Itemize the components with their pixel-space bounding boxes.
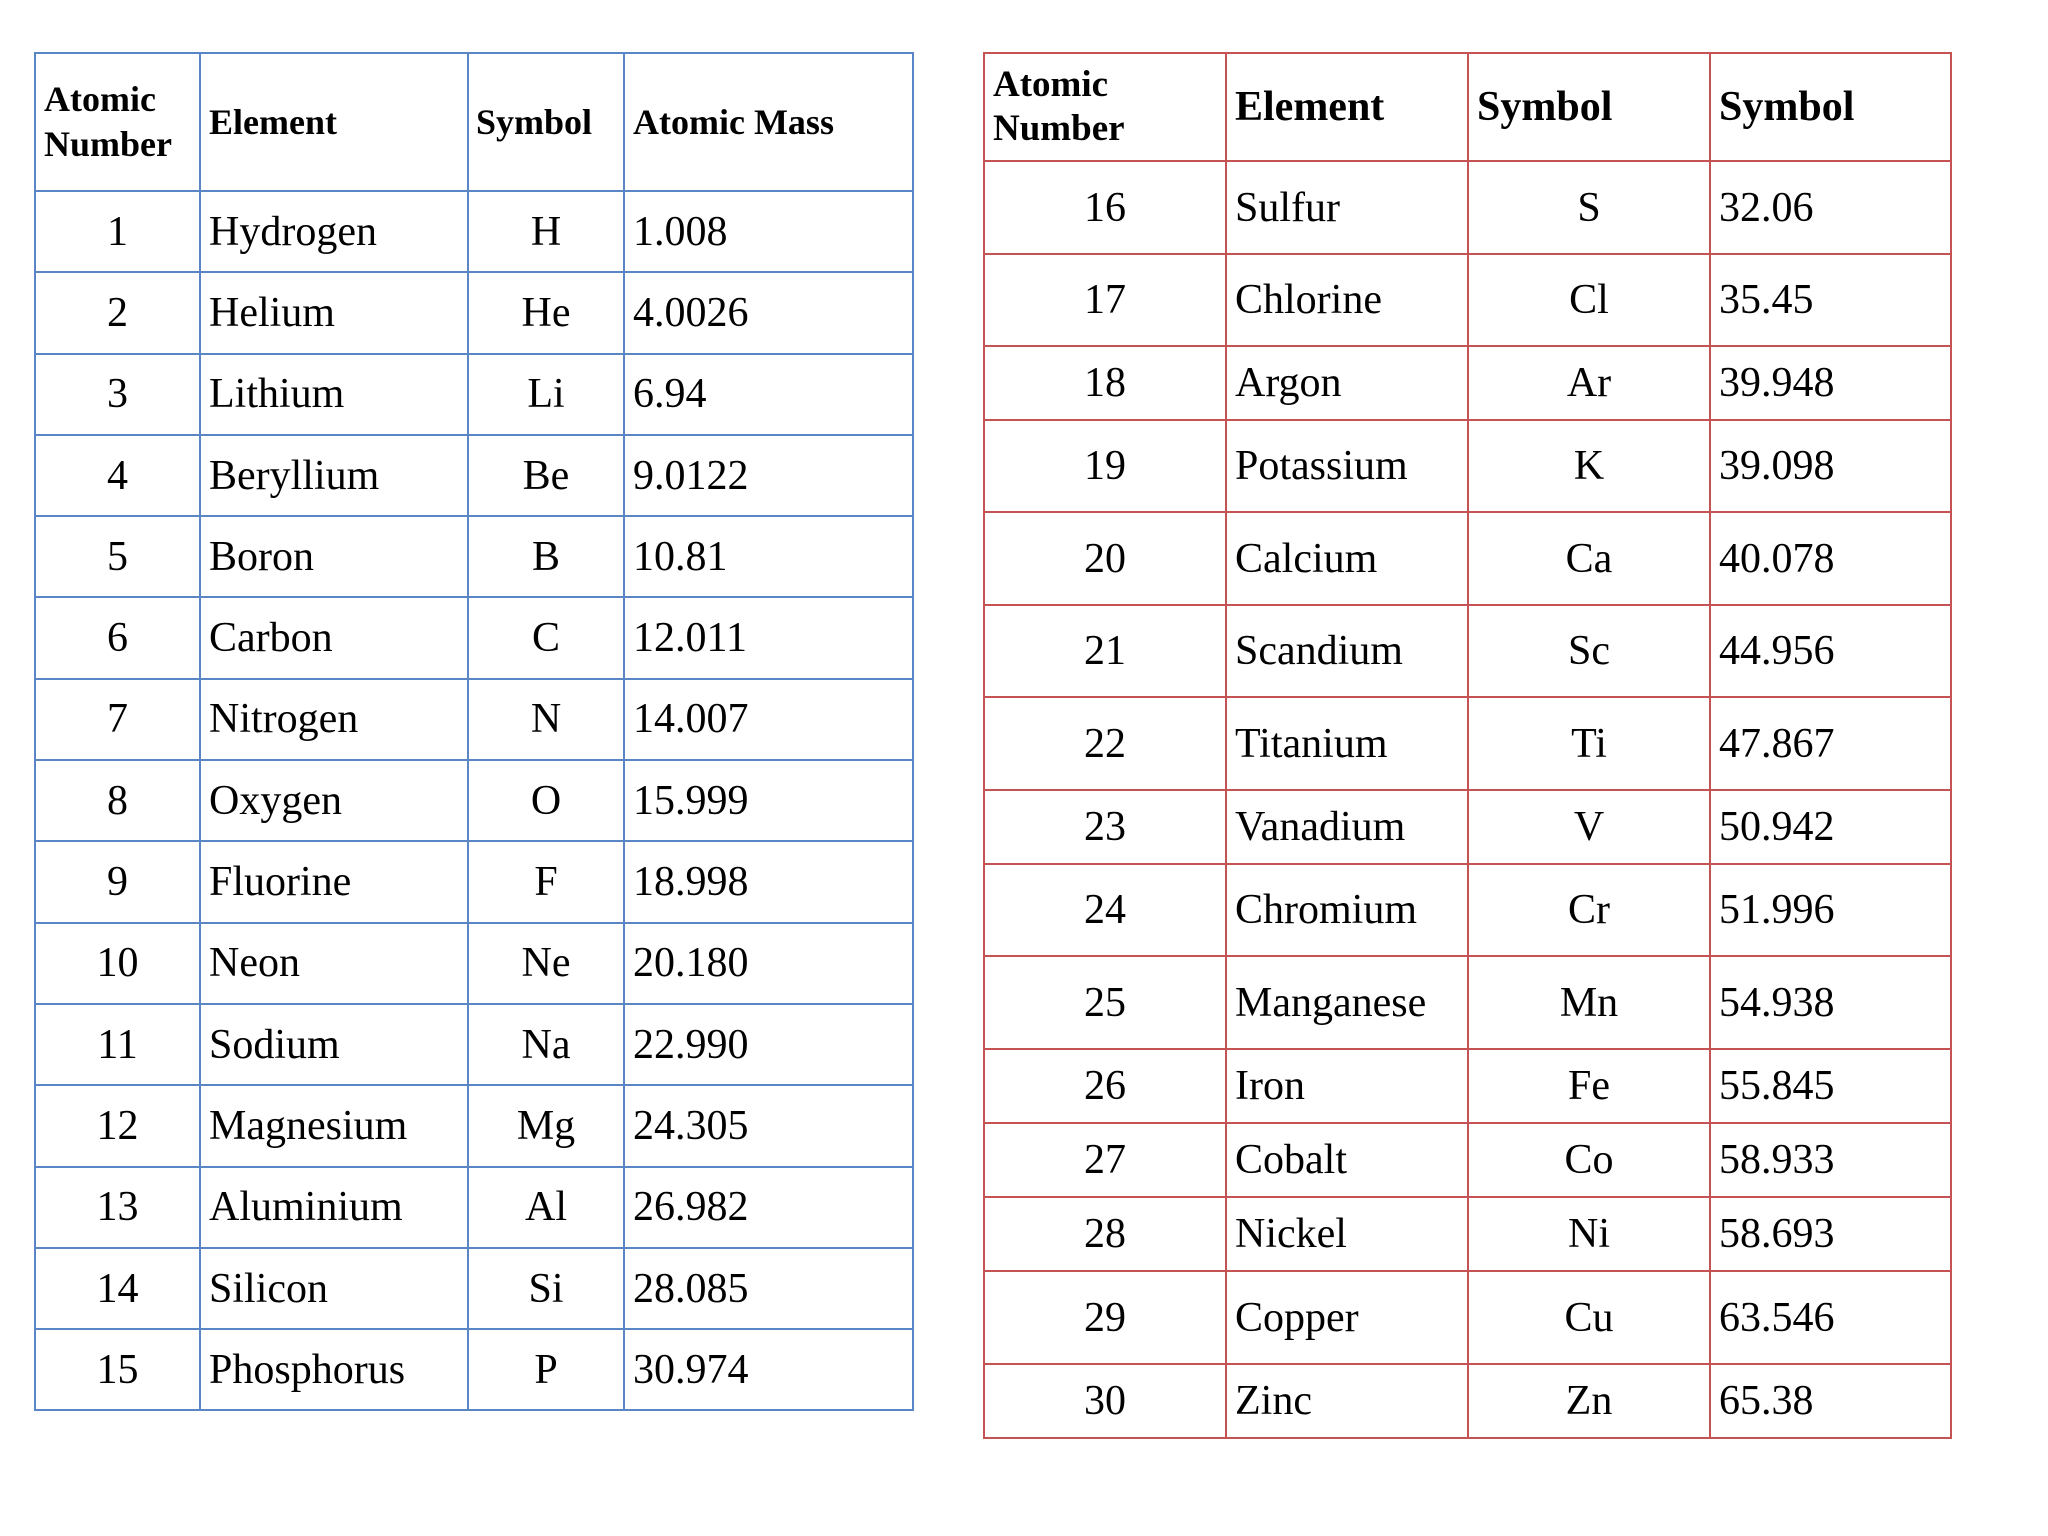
atomic-mass-cell: 58.693 bbox=[1710, 1197, 1951, 1271]
symbol-cell: Na bbox=[468, 1004, 624, 1085]
atomic-number-cell: 27 bbox=[984, 1123, 1226, 1197]
atomic-number-cell: 21 bbox=[984, 605, 1226, 697]
symbol-cell: Be bbox=[468, 435, 624, 516]
atomic-number-cell: 23 bbox=[984, 790, 1226, 864]
element-name-cell: Boron bbox=[200, 516, 468, 597]
table-header-row bbox=[984, 53, 1951, 161]
element-name-cell: Chromium bbox=[1226, 864, 1468, 956]
table-row bbox=[984, 1364, 1951, 1438]
table-row bbox=[35, 516, 913, 597]
table-header-row bbox=[35, 53, 913, 191]
table-row bbox=[35, 679, 913, 760]
symbol-cell: V bbox=[1468, 790, 1710, 864]
element-name-cell: Lithium bbox=[200, 354, 468, 435]
table-row bbox=[984, 956, 1951, 1049]
symbol-cell: Li bbox=[468, 354, 624, 435]
element-name-cell: Chlorine bbox=[1226, 254, 1468, 346]
atomic-mass-cell: 58.933 bbox=[1710, 1123, 1951, 1197]
table-row bbox=[984, 512, 1951, 605]
table-row bbox=[984, 346, 1951, 420]
atomic-mass-cell: 12.011 bbox=[624, 597, 913, 678]
atomic-number-cell: 11 bbox=[35, 1004, 200, 1085]
header-element: Element bbox=[200, 53, 468, 191]
atomic-mass-cell: 40.078 bbox=[1710, 512, 1951, 605]
symbol-cell: Si bbox=[468, 1248, 624, 1329]
symbol-cell: Ca bbox=[1468, 512, 1710, 605]
symbol-cell: F bbox=[468, 841, 624, 922]
table-row bbox=[35, 1004, 913, 1085]
table-row bbox=[35, 597, 913, 678]
atomic-mass-cell: 1.008 bbox=[624, 191, 913, 272]
table-row bbox=[35, 272, 913, 353]
table-row bbox=[984, 1123, 1951, 1197]
atomic-mass-cell: 14.007 bbox=[624, 679, 913, 760]
table-row bbox=[984, 864, 1951, 956]
atomic-mass-cell: 4.0026 bbox=[624, 272, 913, 353]
header-atomic-number: Atomic Number bbox=[35, 53, 200, 191]
symbol-cell: Ar bbox=[1468, 346, 1710, 420]
element-name-cell: Fluorine bbox=[200, 841, 468, 922]
atomic-number-cell: 17 bbox=[984, 254, 1226, 346]
atomic-mass-cell: 39.098 bbox=[1710, 420, 1951, 512]
atomic-mass-cell: 24.305 bbox=[624, 1085, 913, 1166]
element-name-cell: Argon bbox=[1226, 346, 1468, 420]
table-row bbox=[984, 420, 1951, 512]
header-symbol-mass: Symbol bbox=[1710, 53, 1951, 161]
symbol-cell: Ne bbox=[468, 923, 624, 1004]
atomic-number-cell: 1 bbox=[35, 191, 200, 272]
element-name-cell: Oxygen bbox=[200, 760, 468, 841]
table-row bbox=[984, 161, 1951, 254]
atomic-mass-cell: 32.06 bbox=[1710, 161, 1951, 254]
element-name-cell: Copper bbox=[1226, 1271, 1468, 1364]
elements-table-16-30 bbox=[983, 52, 1952, 1439]
header-symbol: Symbol bbox=[468, 53, 624, 191]
element-name-cell: Aluminium bbox=[200, 1167, 468, 1248]
atomic-mass-cell: 51.996 bbox=[1710, 864, 1951, 956]
element-name-cell: Phosphorus bbox=[200, 1329, 468, 1410]
element-name-cell: Scandium bbox=[1226, 605, 1468, 697]
atomic-mass-cell: 30.974 bbox=[624, 1329, 913, 1410]
table-row bbox=[984, 1271, 1951, 1364]
symbol-cell: Mn bbox=[1468, 956, 1710, 1049]
symbol-cell: He bbox=[468, 272, 624, 353]
header-symbol: Symbol bbox=[1468, 53, 1710, 161]
atomic-mass-cell: 9.0122 bbox=[624, 435, 913, 516]
table-row bbox=[984, 254, 1951, 346]
table-row bbox=[35, 354, 913, 435]
element-name-cell: Cobalt bbox=[1226, 1123, 1468, 1197]
symbol-cell: Mg bbox=[468, 1085, 624, 1166]
atomic-mass-cell: 55.845 bbox=[1710, 1049, 1951, 1123]
symbol-cell: Cu bbox=[1468, 1271, 1710, 1364]
atomic-number-cell: 28 bbox=[984, 1197, 1226, 1271]
symbol-cell: K bbox=[1468, 420, 1710, 512]
table-row bbox=[35, 923, 913, 1004]
atomic-number-cell: 14 bbox=[35, 1248, 200, 1329]
element-name-cell: Zinc bbox=[1226, 1364, 1468, 1438]
atomic-number-cell: 12 bbox=[35, 1085, 200, 1166]
atomic-mass-cell: 44.956 bbox=[1710, 605, 1951, 697]
atomic-number-cell: 19 bbox=[984, 420, 1226, 512]
atomic-number-cell: 15 bbox=[35, 1329, 200, 1410]
table-row bbox=[35, 1248, 913, 1329]
element-name-cell: Nickel bbox=[1226, 1197, 1468, 1271]
symbol-cell: Ti bbox=[1468, 697, 1710, 790]
element-name-cell: Beryllium bbox=[200, 435, 468, 516]
element-name-cell: Hydrogen bbox=[200, 191, 468, 272]
symbol-cell: Cr bbox=[1468, 864, 1710, 956]
atomic-number-cell: 2 bbox=[35, 272, 200, 353]
atomic-mass-cell: 50.942 bbox=[1710, 790, 1951, 864]
table-row bbox=[35, 841, 913, 922]
atomic-mass-cell: 47.867 bbox=[1710, 697, 1951, 790]
table-row bbox=[984, 1049, 1951, 1123]
table-row bbox=[35, 435, 913, 516]
header-atomic-mass: Atomic Mass bbox=[624, 53, 913, 191]
symbol-cell: Al bbox=[468, 1167, 624, 1248]
symbol-cell: Ni bbox=[1468, 1197, 1710, 1271]
table-row bbox=[35, 1167, 913, 1248]
table-row bbox=[35, 191, 913, 272]
atomic-number-cell: 18 bbox=[984, 346, 1226, 420]
element-name-cell: Manganese bbox=[1226, 956, 1468, 1049]
atomic-number-cell: 29 bbox=[984, 1271, 1226, 1364]
table-row bbox=[984, 790, 1951, 864]
atomic-number-cell: 13 bbox=[35, 1167, 200, 1248]
element-name-cell: Silicon bbox=[200, 1248, 468, 1329]
atomic-number-cell: 30 bbox=[984, 1364, 1226, 1438]
table-row bbox=[984, 697, 1951, 790]
atomic-mass-cell: 26.982 bbox=[624, 1167, 913, 1248]
table-row bbox=[35, 1329, 913, 1410]
header-element: Element bbox=[1226, 53, 1468, 161]
atomic-mass-cell: 18.998 bbox=[624, 841, 913, 922]
symbol-cell: Zn bbox=[1468, 1364, 1710, 1438]
table-row bbox=[984, 1197, 1951, 1271]
elements-table-1-15 bbox=[34, 52, 914, 1411]
atomic-number-cell: 20 bbox=[984, 512, 1226, 605]
symbol-cell: Sc bbox=[1468, 605, 1710, 697]
element-name-cell: Calcium bbox=[1226, 512, 1468, 605]
atomic-mass-cell: 20.180 bbox=[624, 923, 913, 1004]
element-name-cell: Neon bbox=[200, 923, 468, 1004]
element-name-cell: Sodium bbox=[200, 1004, 468, 1085]
symbol-cell: B bbox=[468, 516, 624, 597]
symbol-cell: N bbox=[468, 679, 624, 760]
atomic-mass-cell: 35.45 bbox=[1710, 254, 1951, 346]
atomic-mass-cell: 65.38 bbox=[1710, 1364, 1951, 1438]
atomic-number-cell: 6 bbox=[35, 597, 200, 678]
symbol-cell: Fe bbox=[1468, 1049, 1710, 1123]
atomic-mass-cell: 63.546 bbox=[1710, 1271, 1951, 1364]
symbol-cell: Co bbox=[1468, 1123, 1710, 1197]
symbol-cell: P bbox=[468, 1329, 624, 1410]
atomic-number-cell: 24 bbox=[984, 864, 1226, 956]
table-row bbox=[35, 760, 913, 841]
atomic-number-cell: 16 bbox=[984, 161, 1226, 254]
atomic-mass-cell: 15.999 bbox=[624, 760, 913, 841]
header-atomic-number: Atomic Number bbox=[984, 53, 1226, 161]
atomic-number-cell: 3 bbox=[35, 354, 200, 435]
element-name-cell: Nitrogen bbox=[200, 679, 468, 760]
atomic-mass-cell: 39.948 bbox=[1710, 346, 1951, 420]
symbol-cell: Cl bbox=[1468, 254, 1710, 346]
atomic-number-cell: 7 bbox=[35, 679, 200, 760]
symbol-cell: C bbox=[468, 597, 624, 678]
atomic-number-cell: 4 bbox=[35, 435, 200, 516]
element-name-cell: Iron bbox=[1226, 1049, 1468, 1123]
atomic-number-cell: 22 bbox=[984, 697, 1226, 790]
symbol-cell: H bbox=[468, 191, 624, 272]
table-row bbox=[984, 605, 1951, 697]
atomic-mass-cell: 6.94 bbox=[624, 354, 913, 435]
atomic-number-cell: 10 bbox=[35, 923, 200, 1004]
element-name-cell: Vanadium bbox=[1226, 790, 1468, 864]
atomic-mass-cell: 54.938 bbox=[1710, 956, 1951, 1049]
symbol-cell: O bbox=[468, 760, 624, 841]
atomic-mass-cell: 10.81 bbox=[624, 516, 913, 597]
element-name-cell: Sulfur bbox=[1226, 161, 1468, 254]
element-name-cell: Carbon bbox=[200, 597, 468, 678]
symbol-cell: S bbox=[1468, 161, 1710, 254]
atomic-number-cell: 26 bbox=[984, 1049, 1226, 1123]
atomic-number-cell: 8 bbox=[35, 760, 200, 841]
atomic-number-cell: 5 bbox=[35, 516, 200, 597]
atomic-mass-cell: 28.085 bbox=[624, 1248, 913, 1329]
table-row bbox=[35, 1085, 913, 1166]
atomic-number-cell: 25 bbox=[984, 956, 1226, 1049]
atomic-number-cell: 9 bbox=[35, 841, 200, 922]
element-name-cell: Helium bbox=[200, 272, 468, 353]
element-name-cell: Titanium bbox=[1226, 697, 1468, 790]
atomic-mass-cell: 22.990 bbox=[624, 1004, 913, 1085]
element-name-cell: Potassium bbox=[1226, 420, 1468, 512]
element-name-cell: Magnesium bbox=[200, 1085, 468, 1166]
